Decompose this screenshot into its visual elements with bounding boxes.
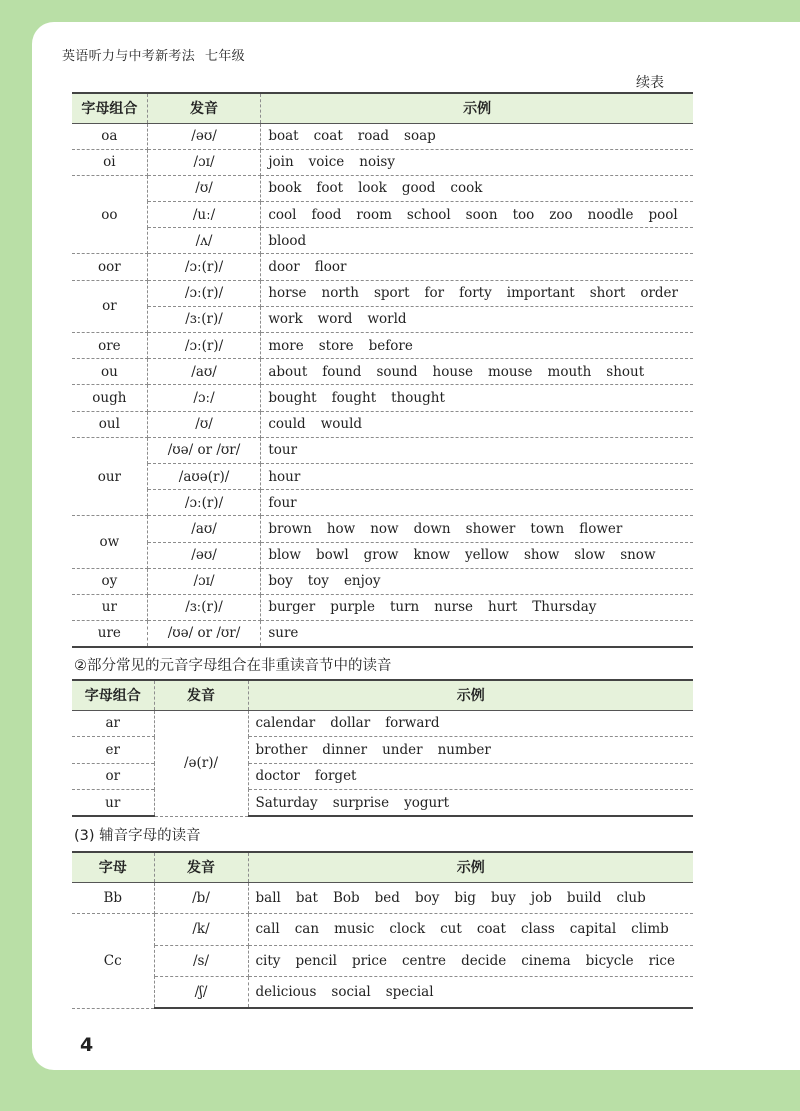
letter-combo: ore: [72, 333, 147, 359]
example-word: surprise: [332, 794, 390, 811]
table-row: [72, 568, 693, 594]
example-word: cook: [450, 180, 483, 197]
example-word: centre: [401, 952, 447, 969]
unstressed-vowel-table: [72, 679, 693, 817]
pronunciation: /b/: [154, 882, 248, 914]
letter-combo: ar: [72, 710, 154, 737]
letter-combo: oo: [72, 175, 147, 254]
example-word: noisy: [359, 154, 395, 171]
example-words: [261, 333, 693, 359]
example-word: found: [322, 363, 362, 380]
example-words: [248, 710, 693, 737]
example-word: order: [640, 285, 678, 302]
example-words: [261, 306, 693, 332]
example-word: blow: [268, 547, 301, 564]
example-word: build: [566, 889, 602, 906]
example-word: voice: [308, 154, 345, 171]
pronunciation: /ʊə/ or /ʊr/: [147, 621, 261, 647]
table-row: [72, 385, 693, 411]
pronunciation: /ʃ/: [154, 977, 248, 1009]
example-word: hour: [268, 468, 301, 485]
consonant-table: [72, 851, 693, 1009]
table-row: [72, 333, 693, 359]
table-row: [72, 594, 693, 620]
example-word: decide: [461, 952, 507, 969]
col-header-examples: 示例: [248, 680, 693, 710]
letter-combo: ur: [72, 790, 154, 817]
example-word: dollar: [330, 715, 371, 732]
example-word: call: [255, 921, 280, 938]
example-word: calendar: [255, 715, 316, 732]
example-word: tour: [268, 442, 298, 459]
letter-combo: ou: [72, 359, 147, 385]
example-word: join: [268, 154, 294, 171]
letter-combo: ow: [72, 516, 147, 568]
table-row: [72, 463, 693, 489]
pronunciation: /ʌ/: [147, 228, 261, 254]
table-row: [72, 411, 693, 437]
example-word: look: [358, 180, 387, 197]
example-word: noodle: [587, 206, 634, 223]
letter-combo: er: [72, 737, 154, 764]
example-word: climb: [631, 921, 669, 938]
example-word: bat: [295, 889, 318, 906]
example-words: [261, 411, 693, 437]
letter-combo: our: [72, 437, 147, 516]
col-header-sound: 发音: [154, 852, 248, 882]
example-word: pool: [648, 206, 678, 223]
example-words: [248, 790, 693, 817]
table-row: [72, 175, 693, 201]
example-word: more: [268, 337, 304, 354]
example-word: bed: [374, 889, 400, 906]
example-words: [261, 254, 693, 280]
example-word: forty: [459, 285, 492, 302]
table-row: [72, 437, 693, 463]
example-word: sure: [268, 625, 299, 642]
table-row: [72, 490, 693, 516]
example-word: sound: [376, 363, 418, 380]
table-row: [72, 542, 693, 568]
letter-combo: oi: [72, 149, 147, 175]
pronunciation: /ɔɪ/: [147, 149, 261, 175]
example-word: class: [520, 921, 555, 938]
letter-combo: oy: [72, 568, 147, 594]
pronunciation: /aʊə(r)/: [147, 463, 261, 489]
example-word: social: [331, 984, 371, 1000]
example-word: brother: [255, 741, 308, 758]
letter-combo: oa: [72, 123, 147, 149]
example-word: about: [268, 363, 308, 380]
example-word: slow: [574, 547, 606, 564]
example-word: zoo: [549, 206, 573, 223]
consonant-letter: Cc: [72, 914, 154, 1009]
pronunciation: /ɔː(r)/: [147, 280, 261, 306]
pronunciation: /s/: [154, 945, 248, 977]
example-word: show: [523, 547, 560, 564]
example-word: snow: [620, 547, 656, 564]
example-words: [261, 516, 693, 542]
pronunciation: /aʊ/: [147, 516, 261, 542]
example-word: city: [255, 952, 281, 969]
example-word: north: [321, 285, 359, 302]
example-word: blood: [268, 232, 307, 249]
pronunciation: /ɔː(r)/: [147, 333, 261, 359]
table-row: [72, 123, 693, 149]
example-words: [248, 882, 693, 914]
example-word: turn: [389, 599, 420, 616]
example-words: [261, 359, 693, 385]
table-row: [72, 280, 693, 306]
running-header: [62, 45, 245, 64]
example-word: hurt: [488, 599, 518, 616]
col-header-sound: 发音: [154, 680, 248, 710]
example-word: Bob: [332, 889, 360, 906]
example-word: mouth: [547, 363, 592, 380]
example-words: [248, 914, 693, 946]
example-word: coat: [313, 128, 343, 145]
example-word: rice: [648, 952, 675, 969]
consonant-letter: Bb: [72, 882, 154, 914]
example-word: toy: [307, 573, 329, 590]
pronunciation: /aʊ/: [147, 359, 261, 385]
letter-combo: ure: [72, 621, 147, 647]
example-words: [261, 202, 693, 228]
table-row: [72, 359, 693, 385]
pronunciation: /ɔɪ/: [147, 568, 261, 594]
example-word: road: [357, 128, 390, 145]
example-word: down: [413, 520, 451, 537]
example-words: [261, 280, 693, 306]
letter-combo: or: [72, 763, 154, 790]
page-number: 4: [80, 1034, 94, 1056]
table-row: [72, 516, 693, 542]
example-words: [261, 463, 693, 489]
example-word: store: [318, 337, 354, 354]
letter-combo: oor: [72, 254, 147, 280]
example-word: sport: [373, 285, 410, 302]
example-word: shout: [606, 363, 645, 380]
table-row: [72, 914, 693, 946]
table-row: [72, 710, 693, 737]
example-words: [261, 490, 693, 516]
example-word: house: [432, 363, 473, 380]
col-header-combo: 字母组合: [72, 93, 147, 123]
example-word: word: [317, 311, 353, 328]
letter-combo: or: [72, 280, 147, 332]
pronunciation: /ɔː/: [147, 385, 261, 411]
example-word: under: [382, 741, 423, 758]
example-words: [261, 594, 693, 620]
table-row: [72, 882, 693, 914]
section-2-title: ②部分常见的元音字母组合在非重读音节中的读音: [74, 658, 392, 674]
example-word: flower: [579, 520, 623, 537]
pronunciation: /ɔː(r)/: [147, 254, 261, 280]
example-word: dinner: [322, 741, 368, 758]
example-word: floor: [314, 259, 347, 276]
example-word: foot: [316, 180, 344, 197]
example-word: doctor: [255, 768, 300, 785]
example-word: nurse: [434, 599, 474, 616]
example-word: four: [268, 494, 297, 511]
example-word: Thursday: [532, 599, 597, 616]
example-word: forget: [314, 768, 357, 785]
example-words: [261, 568, 693, 594]
example-word: pencil: [295, 952, 337, 969]
col-header-examples: 示例: [248, 852, 693, 882]
example-word: capital: [569, 921, 617, 938]
example-word: town: [530, 520, 565, 537]
pronunciation: /ʊ/: [147, 411, 261, 437]
book-title: 英语听力与中考新考法: [62, 49, 196, 64]
example-word: bicycle: [585, 952, 634, 969]
col-header-examples: 示例: [261, 93, 693, 123]
example-words: [261, 228, 693, 254]
vowel-combination-table: [72, 92, 693, 648]
letter-combo: ough: [72, 385, 147, 411]
example-word: school: [406, 206, 451, 223]
pronunciation: /k/: [154, 914, 248, 946]
example-word: job: [530, 889, 552, 906]
example-word: now: [370, 520, 399, 537]
example-word: big: [454, 889, 476, 906]
example-words: [248, 763, 693, 790]
example-words: [261, 175, 693, 201]
pronunciation: /ʊ/: [147, 175, 261, 201]
table-row: [72, 977, 693, 1009]
example-word: number: [437, 741, 491, 758]
table-row: [72, 254, 693, 280]
example-word: before: [368, 337, 413, 354]
example-word: boy: [268, 573, 293, 590]
example-word: food: [311, 206, 342, 223]
pronunciation: /əʊ/: [147, 542, 261, 568]
pronunciation: /ɔː(r)/: [147, 490, 261, 516]
table-row: [72, 149, 693, 175]
example-word: for: [424, 285, 445, 302]
example-word: door: [268, 259, 300, 276]
example-word: brown: [268, 520, 312, 537]
example-word: delicious: [255, 984, 317, 1000]
example-word: important: [506, 285, 575, 302]
example-words: [248, 945, 693, 977]
example-word: burger: [268, 599, 316, 616]
example-word: shower: [465, 520, 516, 537]
table-row: [72, 202, 693, 228]
example-word: fought: [331, 389, 377, 406]
example-word: how: [326, 520, 356, 537]
example-word: room: [356, 206, 392, 223]
example-words: [248, 737, 693, 764]
table-row: [72, 306, 693, 332]
continued-label: 续表: [636, 75, 664, 91]
table-row: [72, 621, 693, 647]
example-word: club: [616, 889, 646, 906]
col-header-letter: 字母: [72, 852, 154, 882]
grade-label: 七年级: [205, 49, 245, 64]
example-word: horse: [268, 285, 307, 302]
table-row: [72, 945, 693, 977]
example-word: book: [268, 180, 302, 197]
example-words: [261, 621, 693, 647]
example-word: cool: [268, 206, 297, 223]
table-row: [72, 228, 693, 254]
example-word: would: [320, 416, 363, 433]
example-word: coat: [476, 921, 506, 938]
example-word: thought: [391, 389, 445, 406]
example-words: [261, 149, 693, 175]
pronunciation: /ə(r)/: [154, 710, 248, 816]
example-word: bought: [268, 389, 317, 406]
example-word: buy: [490, 889, 516, 906]
example-words: [261, 542, 693, 568]
example-word: yellow: [465, 547, 509, 564]
example-words: [248, 977, 693, 1009]
example-words: [261, 385, 693, 411]
example-word: price: [351, 952, 387, 969]
example-word: too: [512, 206, 535, 223]
pronunciation: /ɜː(r)/: [147, 306, 261, 332]
example-word: boat: [268, 128, 299, 145]
example-word: good: [401, 180, 436, 197]
example-word: world: [367, 311, 407, 328]
letter-combo: ur: [72, 594, 147, 620]
example-words: [261, 123, 693, 149]
example-word: boy: [414, 889, 440, 906]
col-header-sound: 发音: [147, 93, 261, 123]
pronunciation: /ɜː(r)/: [147, 594, 261, 620]
example-word: cut: [440, 921, 462, 938]
example-words: [261, 437, 693, 463]
example-word: short: [589, 285, 626, 302]
example-word: cinema: [521, 952, 571, 969]
example-word: forward: [385, 715, 440, 732]
example-word: grow: [363, 547, 399, 564]
example-word: Saturday: [255, 794, 318, 811]
example-word: mouse: [487, 363, 533, 380]
example-word: special: [385, 984, 434, 1000]
pronunciation: /əʊ/: [147, 123, 261, 149]
pronunciation: /uː/: [147, 202, 261, 228]
example-word: yogurt: [404, 794, 450, 811]
pronunciation: /ʊə/ or /ʊr/: [147, 437, 261, 463]
example-word: enjoy: [343, 573, 381, 590]
example-word: work: [268, 311, 303, 328]
example-word: soon: [465, 206, 498, 223]
example-word: soap: [404, 128, 436, 145]
example-word: music: [334, 921, 375, 938]
example-word: know: [413, 547, 450, 564]
section-3-title: (3) 辅音字母的读音: [74, 828, 201, 844]
col-header-combo: 字母组合: [72, 680, 154, 710]
example-word: ball: [255, 889, 281, 906]
example-word: clock: [389, 921, 426, 938]
example-word: purple: [330, 599, 375, 616]
example-word: could: [268, 416, 306, 433]
letter-combo: oul: [72, 411, 147, 437]
example-word: bowl: [316, 547, 349, 564]
example-word: can: [294, 921, 320, 938]
top-border-band: [0, 0, 800, 22]
